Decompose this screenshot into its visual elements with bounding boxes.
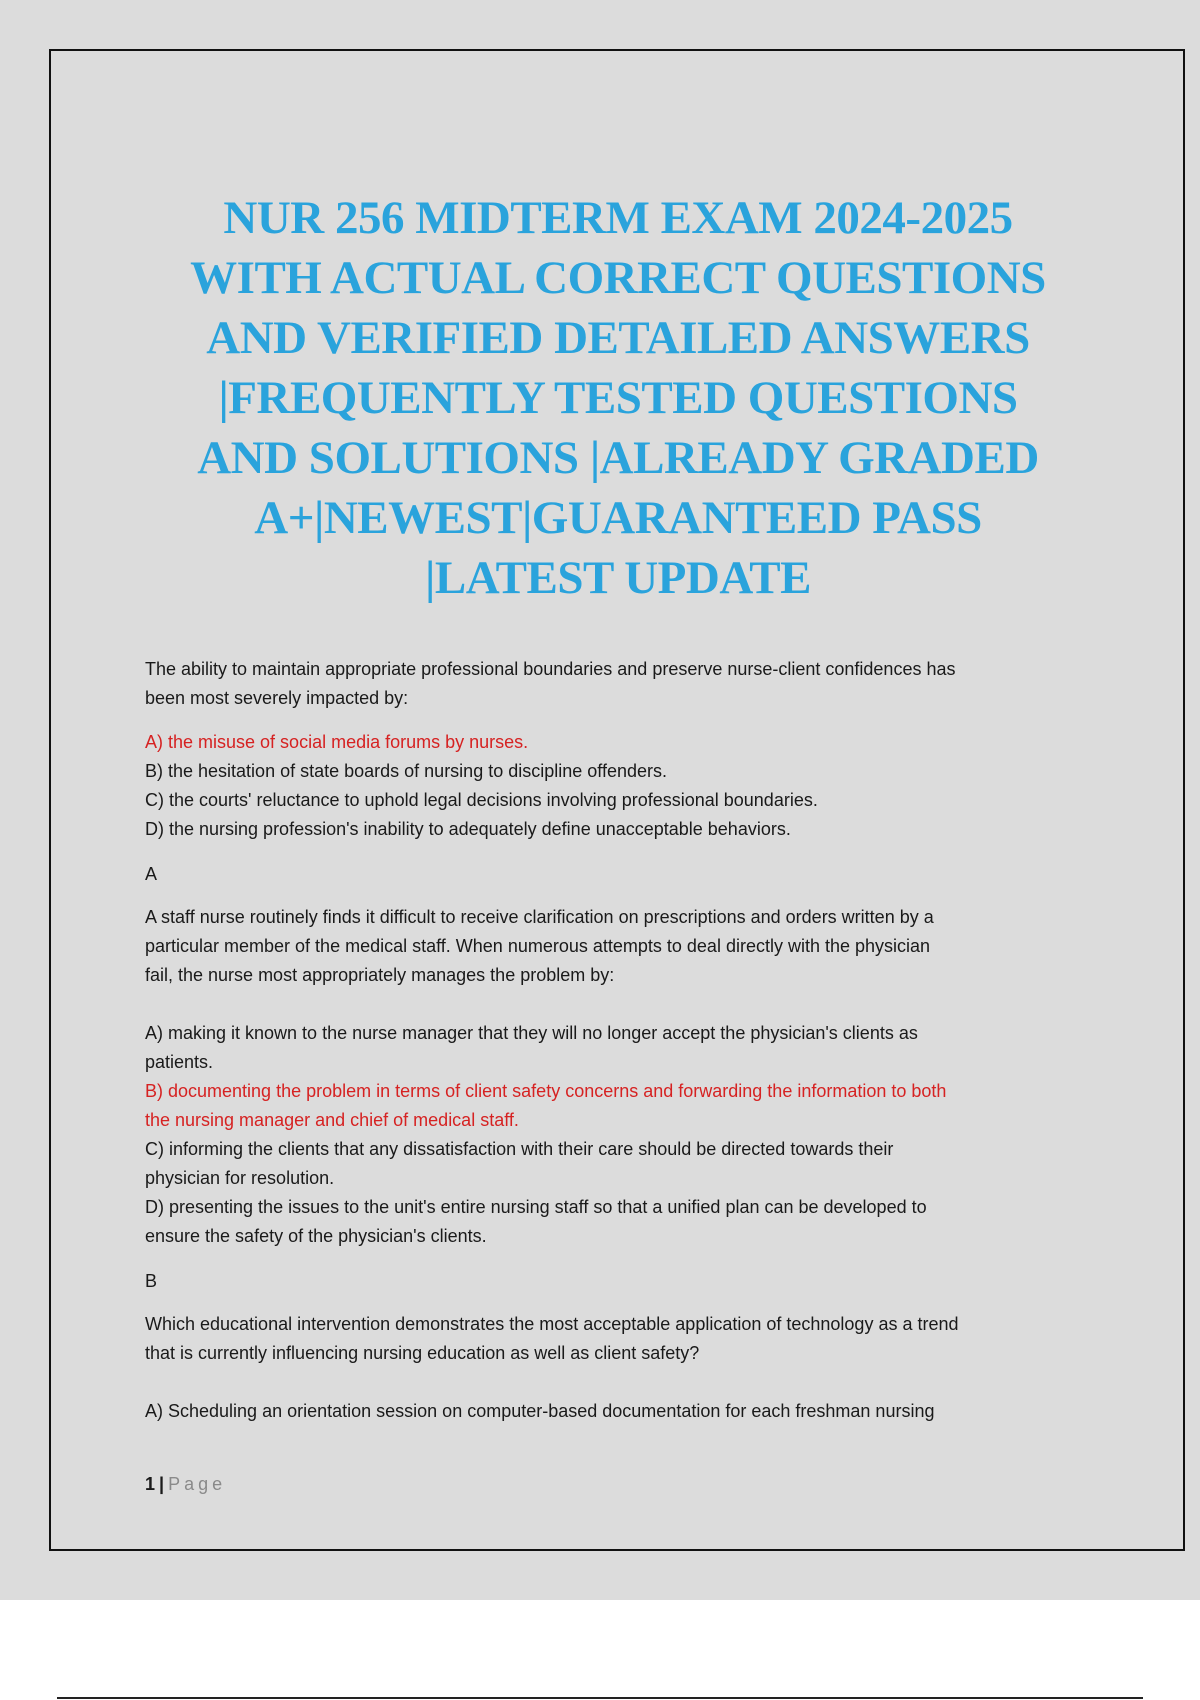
option-c: C) the courts' reluctance to uphold legal decisions involving professional boundaries.: [145, 790, 818, 810]
option-d-line: D) presenting the issues to the unit's entire nursing staff so that a unified plan can be developed to: [145, 1197, 927, 1217]
option-b-correct-line: the nursing manager and chief of medical staff.: [145, 1110, 519, 1130]
question-stem-line: The ability to maintain appropriate professional boundaries and preserve nurse-client confidences has: [145, 659, 956, 679]
option-a-correct: A) the misuse of social media forums by nurses.: [145, 732, 529, 752]
title-line: AND SOLUTIONS |ALREADY GRADED: [197, 432, 1039, 484]
question-stem-line: fail, the nurse most appropriately manages the problem by:: [145, 965, 615, 985]
option-a-line: A) making it known to the nurse manager that they will no longer accept the physician's clients as: [145, 1023, 918, 1043]
question-2: [145, 903, 1090, 1296]
question-stem-line: been most severely impacted by:: [145, 688, 409, 708]
question-stem-line: particular member of the medical staff. When numerous attempts to deal directly with the physician: [145, 936, 931, 956]
question-1: [145, 655, 1090, 889]
option-d-line: ensure the safety of the physician's clients.: [145, 1226, 487, 1246]
page-footer: [145, 1472, 226, 1496]
title-line: AND VERIFIED DETAILED ANSWERS: [206, 312, 1030, 364]
document-body: [145, 655, 1090, 1426]
option-b-correct-line: B) documenting the problem in terms of client safety concerns and forwarding the information to both: [145, 1081, 947, 1101]
question-stem-line: Which educational intervention demonstrates the most acceptable application of technology as a trend: [145, 1314, 959, 1334]
title-line: |LATEST UPDATE: [425, 552, 811, 604]
title-line: A+|NEWEST|GUARANTEED PASS: [254, 492, 982, 544]
question-3: [145, 1310, 1090, 1426]
option-b: B) the hesitation of state boards of nursing to discipline offenders.: [145, 761, 667, 781]
question-stem-line: that is currently influencing nursing education as well as client safety?: [145, 1343, 700, 1363]
option-c-line: physician for resolution.: [145, 1168, 335, 1188]
page-label: Page: [168, 1474, 227, 1494]
title-line: NUR 256 MIDTERM EXAM 2024-2025: [223, 192, 1013, 244]
option-a: A) Scheduling an orientation session on computer-based documentation for each freshman nursing: [145, 1401, 935, 1421]
option-d: D) the nursing profession's inability to adequately define unacceptable behaviors.: [145, 819, 791, 839]
bottom-rule: [57, 1697, 1143, 1699]
answer-key: B: [145, 1271, 158, 1291]
question-stem-line: A staff nurse routinely finds it difficult to receive clarification on prescriptions and orders written by a: [145, 907, 934, 927]
title-line: WITH ACTUAL CORRECT QUESTIONS: [190, 252, 1046, 304]
page-number: 1: [145, 1474, 156, 1494]
title-line: |FREQUENTLY TESTED QUESTIONS: [218, 372, 1018, 424]
page-separator: |: [159, 1474, 165, 1494]
option-c-line: C) informing the clients that any dissatisfaction with their care should be directed towards their: [145, 1139, 894, 1159]
option-a-line: patients.: [145, 1052, 214, 1072]
document-title: [60, 188, 1176, 608]
answer-key: A: [145, 864, 158, 884]
